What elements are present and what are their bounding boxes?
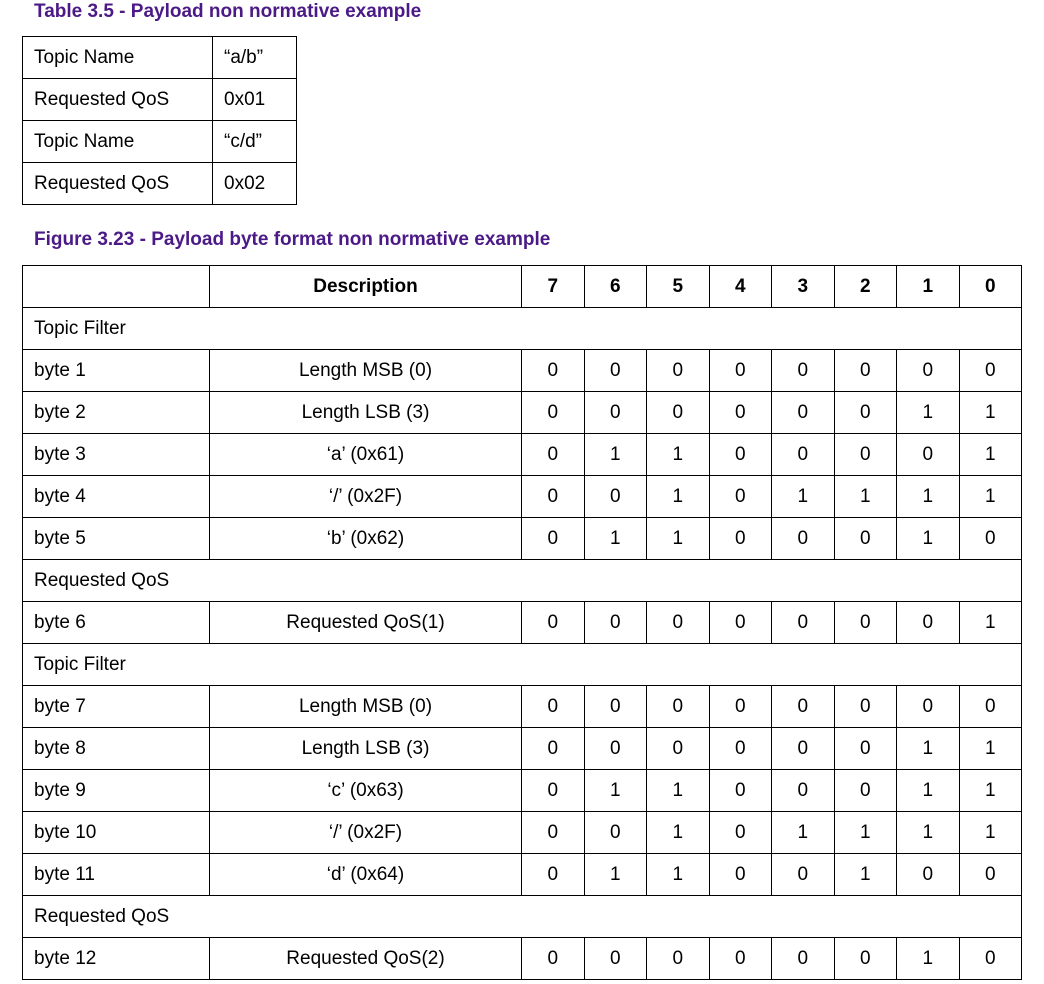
bit-cell: 0 [959,938,1022,980]
bit-cell: 1 [584,434,647,476]
bit-cell: 1 [959,728,1022,770]
bit-cell: 0 [522,686,585,728]
byte-description: ‘b’ (0x62) [210,518,522,560]
bit-cell: 0 [709,728,772,770]
byte-label: byte 7 [23,686,210,728]
bit-cell: 0 [522,854,585,896]
bit-cell: 0 [584,476,647,518]
bit-cell: 0 [772,350,835,392]
bit-cell: 0 [709,770,772,812]
bit-cell: 1 [584,854,647,896]
bit-cell: 0 [772,686,835,728]
bit-cell: 0 [647,350,710,392]
byte-row [23,938,1022,980]
bit-cell: 0 [834,602,897,644]
payload-byte-format-table [22,265,1022,980]
bit-cell: 0 [897,350,960,392]
bit-cell: 0 [834,518,897,560]
section-row [23,896,1022,938]
byte-row [23,602,1022,644]
byte-row [23,518,1022,560]
bit-cell: 0 [772,518,835,560]
byte-label: byte 11 [23,854,210,896]
section-label: Requested QoS [23,560,1022,602]
bit-cell: 1 [584,770,647,812]
bit-cell: 0 [522,392,585,434]
bit-cell: 0 [522,434,585,476]
bit-cell: 0 [584,812,647,854]
payload-table [22,36,297,205]
byte-row [23,770,1022,812]
bit-cell: 0 [709,350,772,392]
byte-row [23,350,1022,392]
byte-label: byte 1 [23,350,210,392]
bit-cell: 1 [897,392,960,434]
bit-cell: 0 [709,392,772,434]
bit-cell: 1 [897,938,960,980]
table-row [23,121,297,163]
byte-label: byte 3 [23,434,210,476]
bit-cell: 1 [647,812,710,854]
header-bit-4: 4 [709,266,772,308]
byte-label: byte 4 [23,476,210,518]
byte-description: Length MSB (0) [210,686,522,728]
section-row [23,644,1022,686]
bit-cell: 1 [959,770,1022,812]
bit-cell: 0 [709,434,772,476]
bit-cell: 0 [584,392,647,434]
bit-cell: 1 [772,812,835,854]
bit-cell: 0 [522,518,585,560]
table-row [23,163,297,205]
row-label: Topic Name [23,37,213,79]
section-label: Requested QoS [23,896,1022,938]
bit-cell: 0 [584,938,647,980]
bit-cell: 0 [709,686,772,728]
header-blank [23,266,210,308]
byte-row [23,392,1022,434]
byte-row [23,854,1022,896]
bit-cell: 0 [522,476,585,518]
bit-cell: 0 [709,938,772,980]
figure-caption: Figure 3.23 - Payload byte format non normative example [34,229,551,250]
bit-cell: 0 [709,854,772,896]
header-bit-1: 1 [897,266,960,308]
byte-description: Length LSB (3) [210,392,522,434]
bit-cell: 1 [959,434,1022,476]
byte-label: byte 10 [23,812,210,854]
bit-cell: 0 [709,518,772,560]
byte-row [23,728,1022,770]
bit-cell: 0 [897,602,960,644]
bit-cell: 0 [584,602,647,644]
byte-row [23,686,1022,728]
bit-cell: 0 [834,434,897,476]
bit-cell: 0 [647,686,710,728]
byte-label: byte 8 [23,728,210,770]
byte-label: byte 12 [23,938,210,980]
bit-cell: 1 [897,770,960,812]
section-row [23,560,1022,602]
bit-cell: 1 [897,476,960,518]
bit-cell: 1 [647,518,710,560]
bit-cell: 0 [834,350,897,392]
bit-cell: 0 [522,938,585,980]
bit-cell: 0 [709,602,772,644]
section-row [23,308,1022,350]
bit-cell: 1 [959,392,1022,434]
bit-cell: 0 [647,602,710,644]
bit-cell: 0 [772,434,835,476]
bit-cell: 1 [834,812,897,854]
section-label: Topic Filter [23,308,1022,350]
bit-cell: 0 [897,434,960,476]
bit-cell: 0 [772,854,835,896]
bit-cell: 1 [959,602,1022,644]
bit-cell: 0 [647,938,710,980]
table-caption: Table 3.5 - Payload non normative example [34,1,422,22]
bit-cell: 0 [772,938,835,980]
bit-cell: 0 [897,686,960,728]
row-value: “a/b” [213,37,297,79]
bit-cell: 1 [897,812,960,854]
section-label: Topic Filter [23,644,1022,686]
table-row [23,37,297,79]
bit-cell: 0 [959,350,1022,392]
table-row [23,79,297,121]
bit-cell: 0 [584,686,647,728]
byte-description: Requested QoS(2) [210,938,522,980]
byte-description: ‘/’ (0x2F) [210,812,522,854]
bit-cell: 0 [584,728,647,770]
bit-cell: 0 [522,770,585,812]
row-value: 0x02 [213,163,297,205]
row-label: Topic Name [23,121,213,163]
bit-cell: 1 [647,476,710,518]
bit-cell: 0 [522,728,585,770]
row-value: “c/d” [213,121,297,163]
bit-cell: 0 [834,770,897,812]
byte-description: ‘d’ (0x64) [210,854,522,896]
byte-description: Length LSB (3) [210,728,522,770]
bit-cell: 1 [772,476,835,518]
bit-cell: 0 [772,770,835,812]
byte-description: ‘/’ (0x2F) [210,476,522,518]
bit-cell: 1 [647,854,710,896]
bit-cell: 1 [584,518,647,560]
bit-cell: 1 [834,476,897,518]
header-bit-2: 2 [834,266,897,308]
bit-cell: 0 [772,602,835,644]
byte-label: byte 9 [23,770,210,812]
row-label: Requested QoS [23,79,213,121]
byte-label: byte 5 [23,518,210,560]
header-bit-0: 0 [959,266,1022,308]
header-bit-7: 7 [522,266,585,308]
bit-cell: 0 [959,686,1022,728]
bit-cell: 1 [959,812,1022,854]
bit-cell: 1 [959,476,1022,518]
bit-cell: 0 [522,350,585,392]
bit-cell: 0 [834,686,897,728]
bit-cell: 0 [709,812,772,854]
bit-cell: 1 [647,770,710,812]
byte-description: ‘a’ (0x61) [210,434,522,476]
bit-cell: 0 [522,602,585,644]
byte-row [23,476,1022,518]
bit-cell: 0 [709,476,772,518]
byte-label: byte 6 [23,602,210,644]
byte-label: byte 2 [23,392,210,434]
byte-description: ‘c’ (0x63) [210,770,522,812]
byte-description: Length MSB (0) [210,350,522,392]
header-row [23,266,1022,308]
header-description: Description [210,266,522,308]
bit-cell: 0 [647,392,710,434]
bit-cell: 0 [772,728,835,770]
byte-row [23,812,1022,854]
bit-cell: 1 [834,854,897,896]
header-bit-6: 6 [584,266,647,308]
bit-cell: 0 [959,518,1022,560]
header-bit-3: 3 [772,266,835,308]
bit-cell: 0 [834,728,897,770]
bit-cell: 0 [584,350,647,392]
bit-cell: 1 [647,434,710,476]
bit-cell: 0 [522,812,585,854]
byte-row [23,434,1022,476]
bit-cell: 0 [897,854,960,896]
bit-cell: 0 [959,854,1022,896]
bit-cell: 0 [834,392,897,434]
bit-cell: 0 [647,728,710,770]
header-bit-5: 5 [647,266,710,308]
bit-cell: 0 [834,938,897,980]
bit-cell: 1 [897,518,960,560]
row-label: Requested QoS [23,163,213,205]
byte-description: Requested QoS(1) [210,602,522,644]
bit-cell: 0 [772,392,835,434]
bit-cell: 1 [897,728,960,770]
row-value: 0x01 [213,79,297,121]
